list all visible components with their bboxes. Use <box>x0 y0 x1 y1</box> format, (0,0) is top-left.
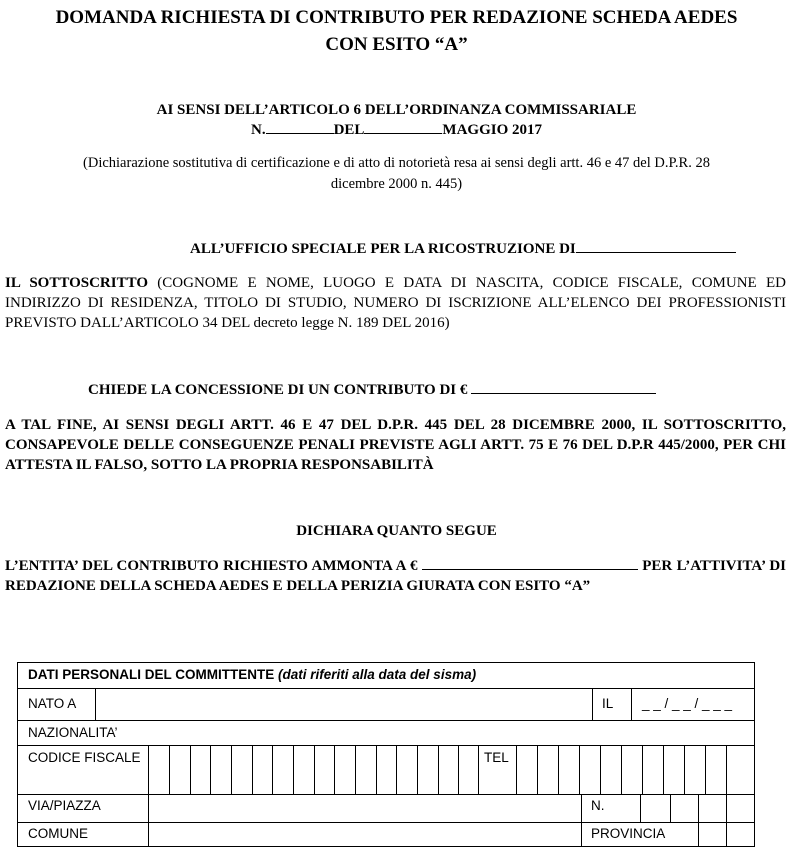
entita-amount-field[interactable] <box>422 569 638 570</box>
nato-a-label: NATO A <box>28 696 77 711</box>
il-label: IL <box>602 696 614 711</box>
subtitle-line-2: N. DEL MAGGIO 2017 <box>250 122 543 138</box>
ufficio-field[interactable] <box>576 252 736 253</box>
nato-a-field[interactable] <box>96 689 591 719</box>
dichiara-heading: DICHIARA QUANTO SEGUE <box>296 523 497 539</box>
codice-fiscale-label: CODICE FISCALE <box>28 750 141 765</box>
provincia-label: PROVINCIA <box>591 826 666 841</box>
entita-paragraph: L’ENTITA’ DEL CONTRIBUTO RICHIESTO AMMONTA A € PER L’ATTIVITA’ DI REDAZIONE DELLA SCHEDA AEDES E DELLA PERIZIA GIURATA CON ESITO “A” <box>5 558 786 594</box>
sottoscritto-paragraph: IL SOTTOSCRITTO (COGNOME E NOME, LUOGO E DATA DI NASCITA, CODICE FISCALE, COMUNE ED INDIRIZZO DI RESIDENZA, TITOLO DI STUDIO, NUMERO DI ISCRIZIONE ALL’ELENCO DEI PROFESSIONISTI PREVISTO DALL’ARTICOLO 34 DEL decreto legge N. 189 DEL 2016) <box>5 275 786 331</box>
tel-label: TEL <box>484 750 509 765</box>
civic-number-label: N. <box>591 798 605 813</box>
contribution-amount-field[interactable] <box>471 393 656 394</box>
committente-table <box>17 662 755 847</box>
nazionalita-label: NAZIONALITA’ <box>28 725 118 740</box>
title-line-2: CON ESITO “A” <box>325 34 468 55</box>
ordinance-number-field[interactable] <box>266 133 334 134</box>
codice-fiscale-boxes[interactable] <box>148 745 478 794</box>
a-tal-fine-paragraph: A TAL FINE, AI SENSI DEGLI ARTT. 46 E 47 DEL D.P.R. 445 DEL 28 DICEMBRE 2000, IL SOTTOSCRITTO, CONSAPEVOLE DELLE CONSEGUENZE PENALI PREVISTE AGLI ARTT. 75 E 76 DEL D.P.R 445/2000, PER CHI ATTESTA IL FALSO, SOTTO LA PROPRIA RESPONSABILITÀ <box>5 417 786 473</box>
via-piazza-field[interactable] <box>149 795 580 821</box>
comune-field[interactable] <box>149 823 580 845</box>
document-title <box>0 4 793 58</box>
via-piazza-label: VIA/PIAZZA <box>28 798 101 813</box>
subtitle <box>0 100 793 140</box>
date-field[interactable]: _ _ / _ _ / _ _ _ <box>642 696 733 711</box>
chiede-line: CHIEDE LA CONCESSIONE DI UN CONTRIBUTO DI € <box>88 382 656 399</box>
table-header: DATI PERSONALI DEL COMMITTENTE (dati riferiti alla data del sisma) <box>28 667 477 682</box>
subtitle-line-1: AI SENSI DELL’ARTICOLO 6 DELL’ORDINANZA COMMISSARIALE <box>156 102 637 118</box>
title-line-1: DOMANDA RICHIESTA DI CONTRIBUTO PER REDAZIONE SCHEDA AEDES <box>55 7 738 28</box>
comune-label: COMUNE <box>28 826 88 841</box>
ufficio-line: ALL’UFFICIO SPECIALE PER LA RICOSTRUZIONE DI <box>190 241 736 258</box>
declaration-note: (Dichiarazione sostitutiva di certificazione e di atto di notorietà resa ai sensi degli artt. 46 e 47 del D.P.R. 28 dicembre 2000 n. 445) <box>83 155 710 192</box>
ordinance-day-field[interactable] <box>364 133 442 134</box>
tel-boxes[interactable] <box>516 745 754 794</box>
